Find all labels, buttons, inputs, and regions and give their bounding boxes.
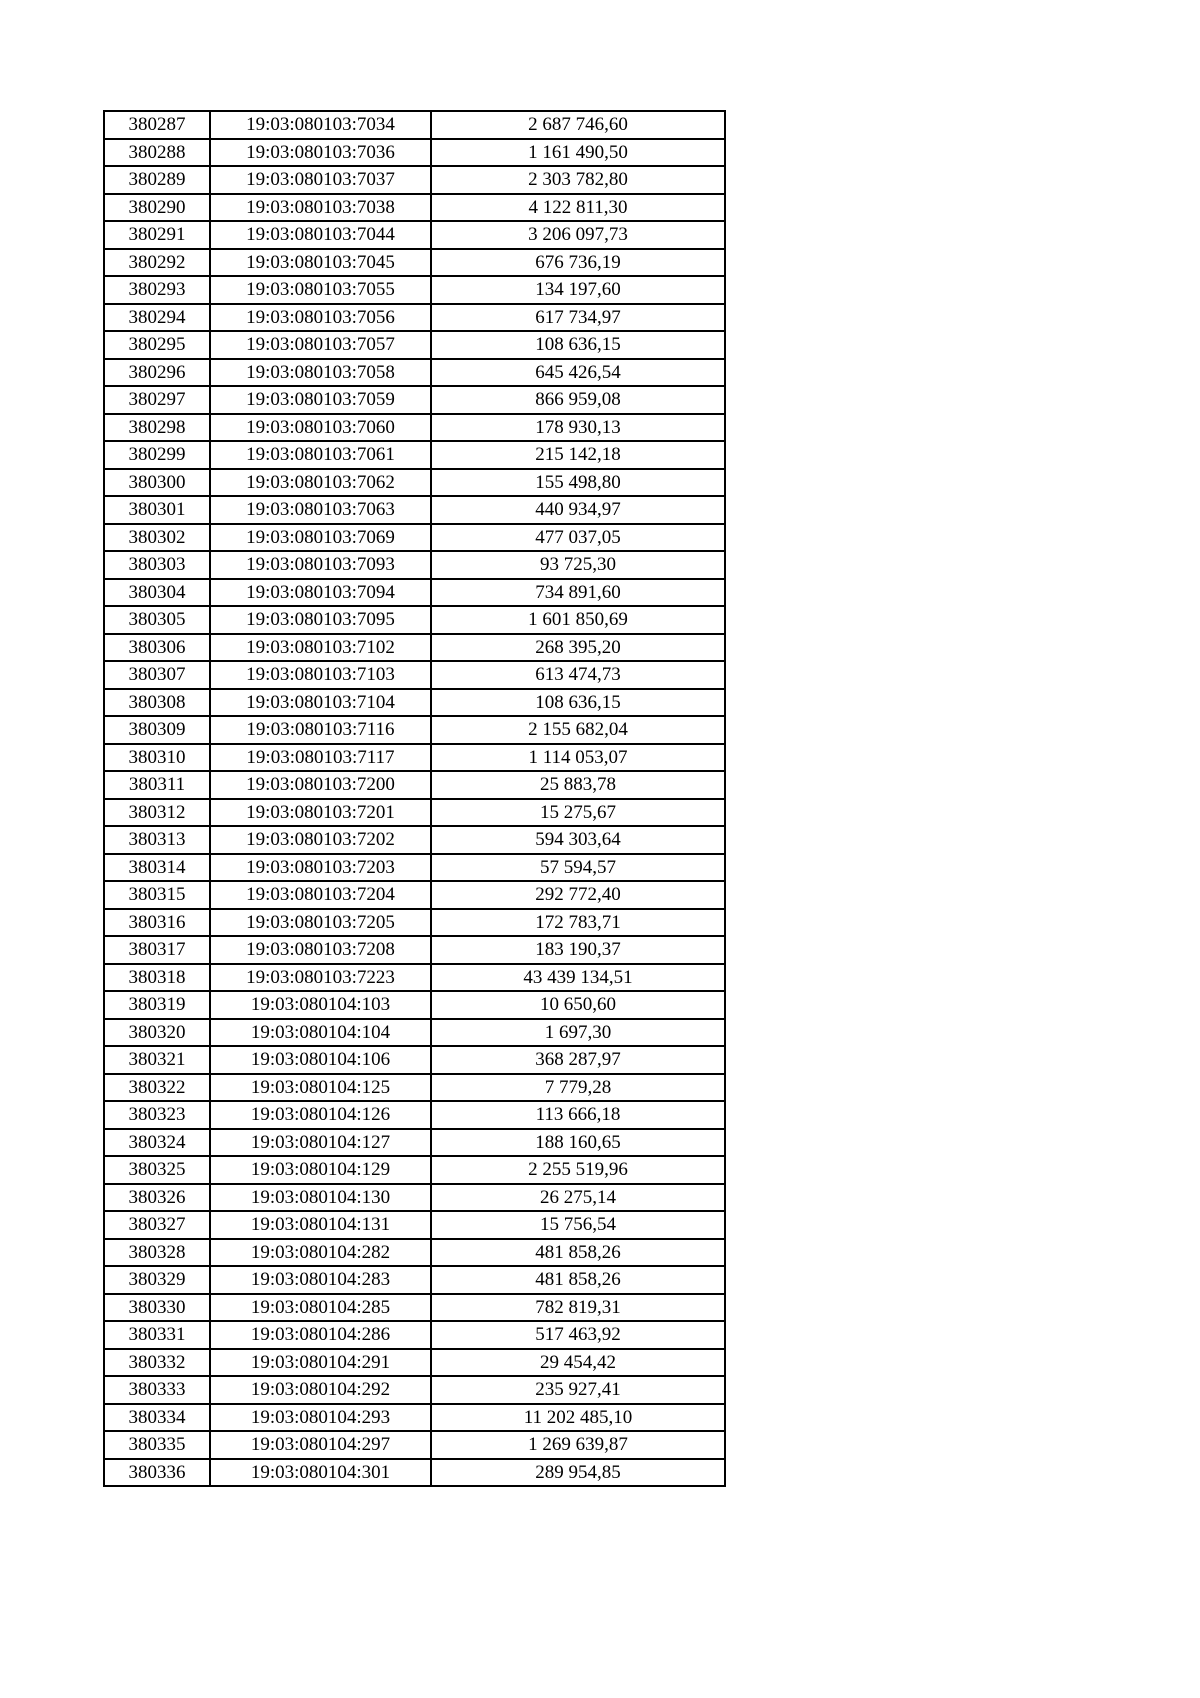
cadastral-number-cell: 19:03:080103:7061 [210, 441, 431, 469]
cadastral-number-cell: 19:03:080104:286 [210, 1321, 431, 1349]
row-number-cell: 380320 [104, 1019, 210, 1047]
table-row [104, 1321, 725, 1349]
row-number-cell: 380301 [104, 496, 210, 524]
cadastral-number-cell: 19:03:080103:7223 [210, 964, 431, 992]
table-row [104, 799, 725, 827]
row-number-cell: 380328 [104, 1239, 210, 1267]
value-cell: 440 934,97 [431, 496, 725, 524]
value-cell: 517 463,92 [431, 1321, 725, 1349]
cadastral-number-cell: 19:03:080103:7058 [210, 359, 431, 387]
row-number-cell: 380325 [104, 1156, 210, 1184]
table-row [104, 496, 725, 524]
table-row [104, 606, 725, 634]
value-cell: 188 160,65 [431, 1129, 725, 1157]
row-number-cell: 380298 [104, 414, 210, 442]
row-number-cell: 380303 [104, 551, 210, 579]
cadastral-number-cell: 19:03:080103:7036 [210, 139, 431, 167]
cadastral-number-cell: 19:03:080104:129 [210, 1156, 431, 1184]
row-number-cell: 380316 [104, 909, 210, 937]
table-row [104, 1046, 725, 1074]
table-row [104, 1211, 725, 1239]
table-row [104, 716, 725, 744]
row-number-cell: 380321 [104, 1046, 210, 1074]
table-row [104, 249, 725, 277]
value-cell: 676 736,19 [431, 249, 725, 277]
cadastral-number-cell: 19:03:080103:7116 [210, 716, 431, 744]
table-row [104, 854, 725, 882]
row-number-cell: 380295 [104, 331, 210, 359]
row-number-cell: 380322 [104, 1074, 210, 1102]
table-row [104, 909, 725, 937]
cadastral-number-cell: 19:03:080103:7103 [210, 661, 431, 689]
cadastral-number-cell: 19:03:080104:292 [210, 1376, 431, 1404]
cadastral-number-cell: 19:03:080103:7056 [210, 304, 431, 332]
table-row [104, 331, 725, 359]
value-cell: 183 190,37 [431, 936, 725, 964]
cadastral-number-cell: 19:03:080103:7057 [210, 331, 431, 359]
row-number-cell: 380291 [104, 221, 210, 249]
cadastral-number-cell: 19:03:080103:7095 [210, 606, 431, 634]
value-cell: 1 269 639,87 [431, 1431, 725, 1459]
cadastral-number-cell: 19:03:080103:7060 [210, 414, 431, 442]
value-cell: 26 275,14 [431, 1184, 725, 1212]
row-number-cell: 380294 [104, 304, 210, 332]
cadastral-number-cell: 19:03:080103:7200 [210, 771, 431, 799]
row-number-cell: 380289 [104, 166, 210, 194]
table-row [104, 1129, 725, 1157]
value-cell: 11 202 485,10 [431, 1404, 725, 1432]
value-cell: 1 114 053,07 [431, 744, 725, 772]
value-cell: 782 819,31 [431, 1294, 725, 1322]
table-row [104, 386, 725, 414]
cadastral-number-cell: 19:03:080103:7202 [210, 826, 431, 854]
table-row [104, 661, 725, 689]
cadastral-number-cell: 19:03:080103:7069 [210, 524, 431, 552]
table-row [104, 1074, 725, 1102]
table-row [104, 881, 725, 909]
cadastral-number-cell: 19:03:080104:103 [210, 991, 431, 1019]
table-row [104, 744, 725, 772]
row-number-cell: 380314 [104, 854, 210, 882]
value-cell: 594 303,64 [431, 826, 725, 854]
value-cell: 613 474,73 [431, 661, 725, 689]
cadastral-number-cell: 19:03:080104:104 [210, 1019, 431, 1047]
table-row [104, 1376, 725, 1404]
row-number-cell: 380300 [104, 469, 210, 497]
value-cell: 155 498,80 [431, 469, 725, 497]
cadastral-number-cell: 19:03:080104:125 [210, 1074, 431, 1102]
table-row [104, 1431, 725, 1459]
cadastral-number-cell: 19:03:080103:7094 [210, 579, 431, 607]
value-cell: 29 454,42 [431, 1349, 725, 1377]
cadastral-number-cell: 19:03:080103:7204 [210, 881, 431, 909]
table-row [104, 826, 725, 854]
row-number-cell: 380306 [104, 634, 210, 662]
cadastral-number-cell: 19:03:080104:291 [210, 1349, 431, 1377]
value-cell: 268 395,20 [431, 634, 725, 662]
table-row [104, 689, 725, 717]
table-row [104, 1266, 725, 1294]
table-row [104, 1156, 725, 1184]
value-cell: 134 197,60 [431, 276, 725, 304]
row-number-cell: 380309 [104, 716, 210, 744]
cadastral-number-cell: 19:03:080103:7104 [210, 689, 431, 717]
row-number-cell: 380312 [104, 799, 210, 827]
table-row [104, 304, 725, 332]
cadastral-number-cell: 19:03:080103:7062 [210, 469, 431, 497]
cadastral-number-cell: 19:03:080103:7208 [210, 936, 431, 964]
cadastral-number-cell: 19:03:080104:293 [210, 1404, 431, 1432]
cadastral-number-cell: 19:03:080103:7034 [210, 111, 431, 139]
cadastral-number-cell: 19:03:080103:7093 [210, 551, 431, 579]
row-number-cell: 380288 [104, 139, 210, 167]
table-row [104, 771, 725, 799]
table-row [104, 991, 725, 1019]
row-number-cell: 380324 [104, 1129, 210, 1157]
row-number-cell: 380323 [104, 1101, 210, 1129]
row-number-cell: 380326 [104, 1184, 210, 1212]
row-number-cell: 380292 [104, 249, 210, 277]
table-row [104, 936, 725, 964]
value-cell: 15 275,67 [431, 799, 725, 827]
cadastral-number-cell: 19:03:080104:297 [210, 1431, 431, 1459]
table-row [104, 1184, 725, 1212]
row-number-cell: 380334 [104, 1404, 210, 1432]
table-row [104, 139, 725, 167]
cadastral-number-cell: 19:03:080104:283 [210, 1266, 431, 1294]
value-cell: 25 883,78 [431, 771, 725, 799]
table-row [104, 414, 725, 442]
table-row [104, 1294, 725, 1322]
value-cell: 108 636,15 [431, 689, 725, 717]
table-row [104, 1349, 725, 1377]
value-cell: 1 697,30 [431, 1019, 725, 1047]
table-row [104, 634, 725, 662]
row-number-cell: 380318 [104, 964, 210, 992]
cadastral-number-cell: 19:03:080104:282 [210, 1239, 431, 1267]
value-cell: 3 206 097,73 [431, 221, 725, 249]
row-number-cell: 380313 [104, 826, 210, 854]
cadastral-number-cell: 19:03:080104:285 [210, 1294, 431, 1322]
row-number-cell: 380327 [104, 1211, 210, 1239]
value-cell: 481 858,26 [431, 1239, 725, 1267]
cadastral-number-cell: 19:03:080103:7037 [210, 166, 431, 194]
value-cell: 477 037,05 [431, 524, 725, 552]
value-cell: 172 783,71 [431, 909, 725, 937]
value-cell: 481 858,26 [431, 1266, 725, 1294]
value-cell: 292 772,40 [431, 881, 725, 909]
cadastral-number-cell: 19:03:080103:7055 [210, 276, 431, 304]
table-row [104, 111, 725, 139]
table-row [104, 1239, 725, 1267]
value-cell: 113 666,18 [431, 1101, 725, 1129]
value-cell: 235 927,41 [431, 1376, 725, 1404]
row-number-cell: 380305 [104, 606, 210, 634]
table-row [104, 359, 725, 387]
row-number-cell: 380317 [104, 936, 210, 964]
table-row [104, 1459, 725, 1487]
cadastral-number-cell: 19:03:080103:7102 [210, 634, 431, 662]
table-row [104, 1404, 725, 1432]
value-cell: 215 142,18 [431, 441, 725, 469]
table-row [104, 194, 725, 222]
row-number-cell: 380308 [104, 689, 210, 717]
row-number-cell: 380310 [104, 744, 210, 772]
value-cell: 1 601 850,69 [431, 606, 725, 634]
table-row [104, 551, 725, 579]
cadastral-number-cell: 19:03:080103:7201 [210, 799, 431, 827]
table-body [104, 111, 725, 1486]
cadastral-number-cell: 19:03:080103:7044 [210, 221, 431, 249]
table-row [104, 964, 725, 992]
row-number-cell: 380299 [104, 441, 210, 469]
value-cell: 734 891,60 [431, 579, 725, 607]
value-cell: 43 439 134,51 [431, 964, 725, 992]
cadastral-number-cell: 19:03:080104:126 [210, 1101, 431, 1129]
value-cell: 289 954,85 [431, 1459, 725, 1487]
value-cell: 2 687 746,60 [431, 111, 725, 139]
table-row [104, 524, 725, 552]
value-cell: 93 725,30 [431, 551, 725, 579]
value-cell: 2 303 782,80 [431, 166, 725, 194]
row-number-cell: 380296 [104, 359, 210, 387]
row-number-cell: 380332 [104, 1349, 210, 1377]
cadastral-number-cell: 19:03:080103:7059 [210, 386, 431, 414]
table-row [104, 221, 725, 249]
table-row [104, 166, 725, 194]
row-number-cell: 380311 [104, 771, 210, 799]
cadastral-number-cell: 19:03:080103:7038 [210, 194, 431, 222]
cadastral-number-cell: 19:03:080104:131 [210, 1211, 431, 1239]
cadastral-number-cell: 19:03:080104:106 [210, 1046, 431, 1074]
row-number-cell: 380290 [104, 194, 210, 222]
value-cell: 866 959,08 [431, 386, 725, 414]
row-number-cell: 380287 [104, 111, 210, 139]
cadastral-number-cell: 19:03:080103:7117 [210, 744, 431, 772]
row-number-cell: 380302 [104, 524, 210, 552]
value-cell: 645 426,54 [431, 359, 725, 387]
row-number-cell: 380329 [104, 1266, 210, 1294]
value-cell: 2 155 682,04 [431, 716, 725, 744]
row-number-cell: 380297 [104, 386, 210, 414]
cadastral-number-cell: 19:03:080103:7045 [210, 249, 431, 277]
value-cell: 178 930,13 [431, 414, 725, 442]
value-cell: 10 650,60 [431, 991, 725, 1019]
value-cell: 4 122 811,30 [431, 194, 725, 222]
table-row [104, 276, 725, 304]
row-number-cell: 380330 [104, 1294, 210, 1322]
cadastral-value-table [103, 110, 726, 1487]
cadastral-number-cell: 19:03:080103:7203 [210, 854, 431, 882]
cadastral-number-cell: 19:03:080104:301 [210, 1459, 431, 1487]
cadastral-number-cell: 19:03:080103:7205 [210, 909, 431, 937]
value-cell: 617 734,97 [431, 304, 725, 332]
row-number-cell: 380319 [104, 991, 210, 1019]
row-number-cell: 380336 [104, 1459, 210, 1487]
value-cell: 1 161 490,50 [431, 139, 725, 167]
table-row [104, 469, 725, 497]
cadastral-number-cell: 19:03:080104:130 [210, 1184, 431, 1212]
table-row [104, 579, 725, 607]
cadastral-number-cell: 19:03:080103:7063 [210, 496, 431, 524]
row-number-cell: 380335 [104, 1431, 210, 1459]
row-number-cell: 380315 [104, 881, 210, 909]
value-cell: 7 779,28 [431, 1074, 725, 1102]
row-number-cell: 380331 [104, 1321, 210, 1349]
table-row [104, 1019, 725, 1047]
row-number-cell: 380293 [104, 276, 210, 304]
row-number-cell: 380333 [104, 1376, 210, 1404]
row-number-cell: 380307 [104, 661, 210, 689]
table-row [104, 1101, 725, 1129]
row-number-cell: 380304 [104, 579, 210, 607]
value-cell: 2 255 519,96 [431, 1156, 725, 1184]
cadastral-number-cell: 19:03:080104:127 [210, 1129, 431, 1157]
value-cell: 15 756,54 [431, 1211, 725, 1239]
value-cell: 57 594,57 [431, 854, 725, 882]
value-cell: 108 636,15 [431, 331, 725, 359]
value-cell: 368 287,97 [431, 1046, 725, 1074]
table-row [104, 441, 725, 469]
